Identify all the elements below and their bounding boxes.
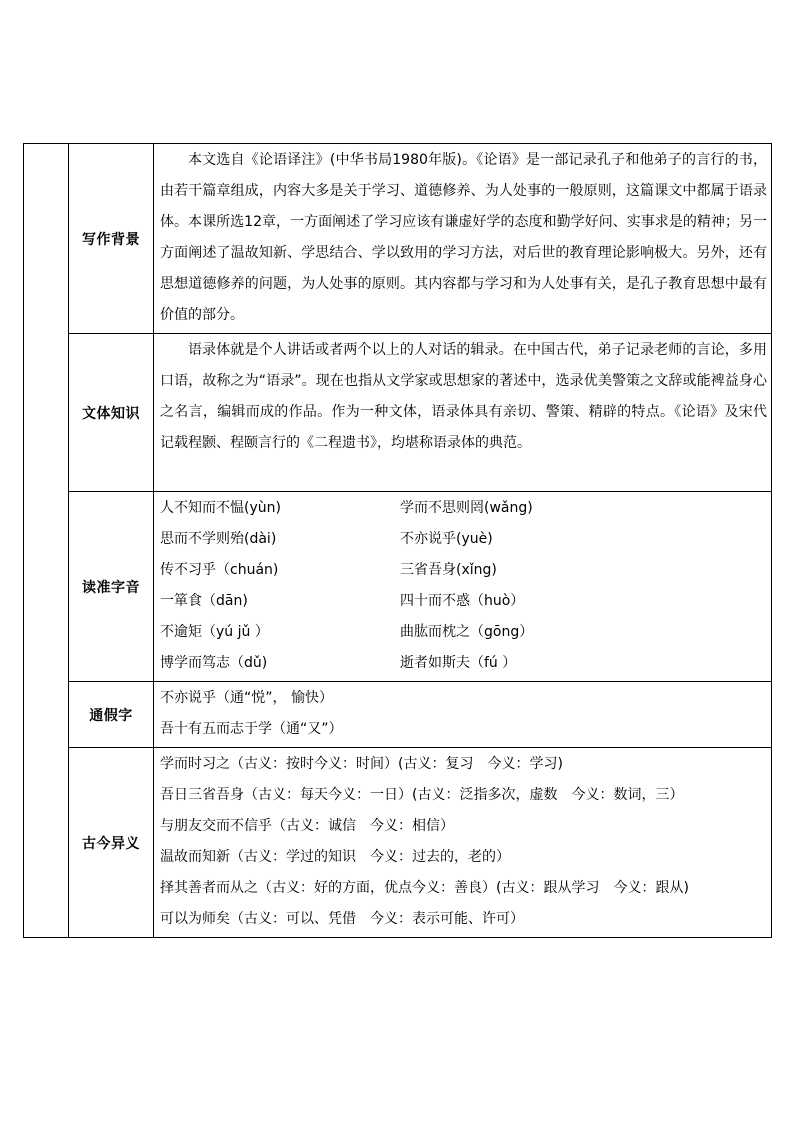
pron-item: 学而不思则罔(wǎng) bbox=[400, 500, 533, 516]
pron-item: 四十而不惑（huò） bbox=[400, 593, 525, 609]
gujin-line: 择其善者而从之（古义：好的方面，优点今义：善良）(古义：跟从学习 今义：跟从) bbox=[160, 880, 689, 896]
label-background: 写作背景 bbox=[69, 144, 154, 334]
content-tongjia bbox=[154, 682, 772, 748]
tongjia-line: 不亦说乎（通“悦”， 愉快） bbox=[160, 690, 333, 706]
row-pronunciation bbox=[24, 492, 772, 682]
row-genre bbox=[24, 334, 772, 492]
blank-column bbox=[24, 144, 69, 938]
row-tongjia bbox=[24, 682, 772, 748]
gujin-line: 温故而知新（古义：学过的知识 今义：过去的，老的） bbox=[160, 849, 510, 865]
pron-item: 逝者如斯夫（fú ） bbox=[400, 655, 517, 671]
pron-item: 传不习乎（chuán) bbox=[160, 562, 279, 578]
pronunciation-grid bbox=[160, 493, 767, 679]
tongjia-line: 吾十有五而志于学（通“又”） bbox=[160, 721, 343, 737]
pron-item: 不亦说乎(yuè) bbox=[400, 531, 493, 547]
label-tongjia: 通假字 bbox=[69, 682, 154, 748]
pron-item: 不逾矩（yú jǔ ） bbox=[160, 624, 269, 640]
pron-item: 思而不学则殆(dài) bbox=[160, 531, 277, 547]
gujin-line: 学而时习之（古义：按时今义：时间）(古义：复习 今义：学习) bbox=[160, 756, 563, 772]
pron-item: 博学而笃志（dǔ) bbox=[160, 655, 268, 671]
pron-item: 曲肱而枕之（gōng） bbox=[400, 624, 534, 640]
row-background bbox=[24, 144, 772, 334]
pron-item: 人不知而不愠(yùn) bbox=[160, 500, 281, 516]
label-pronunciation: 读准字音 bbox=[69, 492, 154, 682]
content-gujin bbox=[154, 748, 772, 938]
background-text: 本文选自《论语译注》(中华书局1980年版)。《论语》是一部记录孔子和他弟子的言行的书，由若干篇章组成，内容大多是关于学习、道德修养、为人处事的一般原则，这篇课文中都属于语录体。本课所选12章，一方面阐述了学习应该有谦虚好学的态度和勤学好问、实事求是的精神；另一方面阐述了温故知新、学思结合、学以致用的学习方法，对后世的教育理论影响极大。另外，还有思想道德修养的问题，为人处事的原则。其内容都与学习和为人处事有关，是孔子教育思想中最有价值的部分。 bbox=[160, 152, 767, 323]
genre-text: 语录体就是个人讲话或者两个以上的人对话的辑录。在中国古代，弟子记录老师的言论，多用口语，故称之为“语录”。现在也指从文学家或思想家的著述中，选录优美警策之文辞或能裨益身心之名言，编辑而成的作品。作为一种文体，语录体具有亲切、警策、精辟的特点。《论语》及宋代记载程颢、程颐言行的《二程遗书》，均堪称语录体的典范。 bbox=[160, 342, 767, 451]
gujin-line: 吾日三省吾身（古义：每天今义：一日）(古义：泛指多次，虚数 今义：数词，三） bbox=[160, 787, 684, 803]
pron-item: 三省吾身(xǐng) bbox=[400, 562, 497, 578]
content-background bbox=[154, 144, 772, 334]
gujin-line: 可以为师矣（古义：可以、凭借 今义：表示可能、许可） bbox=[160, 911, 524, 927]
label-genre: 文体知识 bbox=[69, 334, 154, 492]
content-pronunciation bbox=[154, 492, 772, 682]
study-table bbox=[23, 143, 772, 938]
gujin-line: 与朋友交而不信乎（古义：诚信 今义：相信） bbox=[160, 818, 454, 834]
pron-item: 一箪食（dān) bbox=[160, 593, 248, 609]
content-genre bbox=[154, 334, 772, 492]
label-gujin: 古今异义 bbox=[69, 748, 154, 938]
row-gujin bbox=[24, 748, 772, 938]
